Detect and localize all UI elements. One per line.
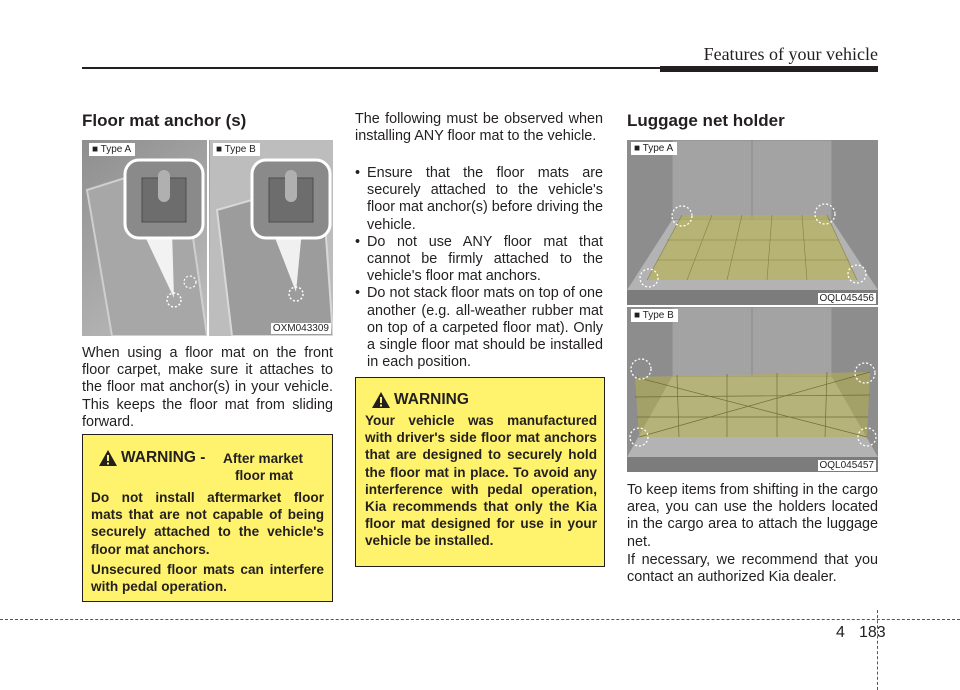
- luggage-net-photo-type-b: [627, 307, 878, 472]
- warning-subtitle-2: floor mat: [235, 468, 294, 483]
- type-a-label: ■ Type A: [631, 142, 677, 155]
- warning-title: WARNING: [394, 391, 469, 408]
- type-b-label: ■ Type B: [213, 143, 260, 156]
- section-heading-luggage-net: Luggage net holder: [627, 111, 785, 130]
- floor-mat-anchor-illustration: [82, 140, 333, 336]
- luggage-net-paragraph-2: If necessary, we recommend that you contact an authorized Kia dealer.: [627, 552, 878, 586]
- type-a-label: ■ Type A: [89, 143, 135, 156]
- warning-paragraph-1: Do not install aftermarket floor mats that are not capable of being securely attached to the vehicle's floor mat anchors.: [91, 490, 324, 557]
- footer-rule: [0, 619, 960, 620]
- list-item: • Do not use ANY floor mat that cannot be firmly attached to the vehicle's floor mat anchors.: [355, 234, 603, 286]
- warning-title: WARNING -: [121, 449, 206, 466]
- type-b-label: ■ Type B: [631, 309, 678, 322]
- luggage-net-photo-type-a: [627, 140, 878, 305]
- floor-mat-anchor-photo: [82, 140, 333, 336]
- warning-paragraph: Your vehicle was manufactured with driver's side floor mat anchors that are designed to securely hold the floor mat in place. To avoid any interference with pedal operation, Kia recommends that only the Kia floor mat designed for use in your vehicle be installed.: [365, 413, 597, 549]
- page-number: 183: [859, 624, 886, 641]
- image-code: OQL045457: [819, 460, 874, 471]
- running-header-title: Features of your vehicle: [703, 44, 878, 64]
- floor-mat-body-text: When using a floor mat on the front floor carpet, make sure it attaches to the floor mat anchor(s) in your vehicle. This keeps the floor mat from sliding forward.: [82, 345, 333, 430]
- list-item: • Do not stack floor mats on top of one another (e.g. all-weather rubber mat on top of a carpeted floor mat). Only a single floor mat should be installed in each position.: [355, 285, 603, 371]
- list-item: • Ensure that the floor mats are securely attached to the vehicle's floor mat anchor(s) before driving the vehicle.: [355, 165, 603, 234]
- header-bar: [660, 66, 878, 72]
- warning-triangle-icon: [98, 449, 118, 467]
- install-intro-text: The following must be observed when installing ANY floor mat to the vehicle.: [355, 111, 603, 145]
- warning-paragraph-2: Unsecured floor mats can interfere with pedal operation.: [91, 562, 324, 595]
- luggage-net-paragraph-1: To keep items from shifting in the cargo area, you can use the holders located in the cargo area to attach the luggage net.: [627, 482, 878, 550]
- section-heading-floor-mat-anchor: Floor mat anchor (s): [82, 111, 247, 130]
- cargo-area-net-b-illustration: [627, 307, 878, 472]
- footer-vertical-rule: [877, 610, 878, 690]
- image-code: OXM043309: [272, 323, 329, 334]
- warning-triangle-icon: [371, 391, 391, 409]
- install-bullet-list: [355, 165, 603, 371]
- warning-box-pedal: [355, 377, 605, 567]
- warning-box-aftermarket: [82, 434, 333, 602]
- image-code: OQL045456: [819, 293, 874, 304]
- chapter-number: 4: [836, 624, 845, 641]
- warning-subtitle-1: After market: [223, 451, 304, 466]
- cargo-area-net-a-illustration: [627, 140, 878, 305]
